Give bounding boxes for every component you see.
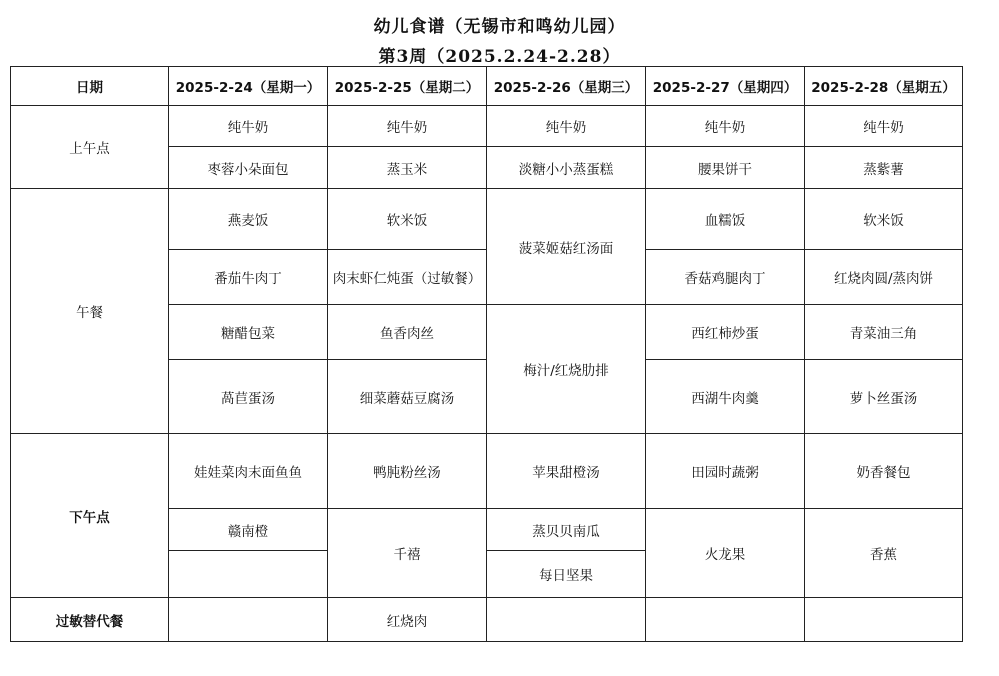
afternoon-snack-label: 下午点 — [11, 434, 169, 598]
menu-cell: 糖醋包菜 — [169, 305, 328, 360]
menu-cell: 肉末虾仁炖蛋（过敏餐） — [328, 250, 487, 305]
menu-cell: 细菜蘑菇豆腐汤 — [328, 360, 487, 434]
menu-cell: 蒸紫薯 — [805, 147, 963, 189]
menu-cell: 苹果甜橙汤 — [487, 434, 646, 509]
menu-cell: 纯牛奶 — [805, 106, 963, 147]
menu-cell: 鸭肫粉丝汤 — [328, 434, 487, 509]
empty-cell — [646, 598, 805, 642]
menu-cell: 蒸贝贝南瓜 — [487, 509, 646, 551]
empty-cell — [169, 598, 328, 642]
empty-cell — [805, 598, 963, 642]
menu-cell: 西湖牛肉羹 — [646, 360, 805, 434]
menu-cell: 番茄牛肉丁 — [169, 250, 328, 305]
menu-cell: 青菜油三角 — [805, 305, 963, 360]
menu-cell: 血糯饭 — [646, 189, 805, 250]
menu-cell: 淡糖小小蒸蛋糕 — [487, 147, 646, 189]
menu-cell: 纯牛奶 — [646, 106, 805, 147]
menu-cell: 梅汁/红烧肋排 — [487, 305, 646, 434]
menu-cell: 燕麦饭 — [169, 189, 328, 250]
header-row — [11, 67, 963, 106]
menu-cell: 纯牛奶 — [169, 106, 328, 147]
menu-cell: 红烧肉圆/蒸肉饼 — [805, 250, 963, 305]
day-header-thu: 2025-2-27（星期四） — [646, 67, 805, 106]
day-header-mon: 2025-2-24（星期一） — [169, 67, 328, 106]
menu-cell: 西红柿炒蛋 — [646, 305, 805, 360]
date-header: 日期 — [11, 67, 169, 106]
morning-snack-label: 上午点 — [11, 106, 169, 189]
page-subtitle: 第3周（2025.2.24-2.28） — [378, 47, 621, 67]
empty-cell — [487, 598, 646, 642]
menu-cell: 萝卜丝蛋汤 — [805, 360, 963, 434]
menu-cell: 萵苣蛋汤 — [169, 360, 328, 434]
lunch-label: 午餐 — [11, 189, 169, 434]
menu-cell: 娃娃菜肉末面鱼鱼 — [169, 434, 328, 509]
day-header-tue: 2025-2-25（星期二） — [328, 67, 487, 106]
menu-cell: 鱼香肉丝 — [328, 305, 487, 360]
menu-cell: 枣蓉小朵面包 — [169, 147, 328, 189]
day-header-wed: 2025-2-26（星期三） — [487, 67, 646, 106]
menu-cell: 软米饭 — [805, 189, 963, 250]
menu-cell: 腰果饼干 — [646, 147, 805, 189]
menu-cell: 蒸玉米 — [328, 147, 487, 189]
menu-cell: 软米饭 — [328, 189, 487, 250]
menu-table — [10, 66, 963, 642]
menu-cell: 红烧肉 — [328, 598, 487, 642]
menu-cell: 千禧 — [328, 509, 487, 598]
page-title: 幼儿食谱（无锡市和鸣幼儿园） — [373, 17, 626, 37]
menu-cell: 纯牛奶 — [328, 106, 487, 147]
menu-cell: 每日坚果 — [487, 551, 646, 598]
menu-cell: 奶香餐包 — [805, 434, 963, 509]
menu-cell: 赣南橙 — [169, 509, 328, 551]
menu-cell: 香菇鸡腿肉丁 — [646, 250, 805, 305]
menu-cell: 香蕉 — [805, 509, 963, 598]
day-header-fri: 2025-2-28（星期五） — [805, 67, 963, 106]
menu-cell: 菠菜姬菇红汤面 — [487, 189, 646, 305]
menu-cell: 纯牛奶 — [487, 106, 646, 147]
menu-cell: 田园时蔬粥 — [646, 434, 805, 509]
menu-cell: 火龙果 — [646, 509, 805, 598]
empty-cell — [169, 551, 328, 598]
allergy-meal-label: 过敏替代餐 — [11, 598, 169, 642]
